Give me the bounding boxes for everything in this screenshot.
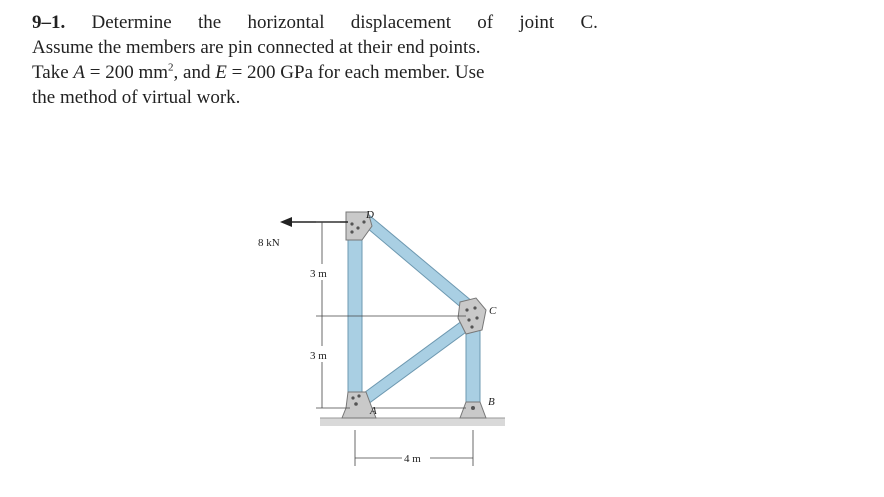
member-AD <box>348 228 362 408</box>
load-arrowhead <box>280 217 292 227</box>
word: joint <box>519 12 555 33</box>
member-AC <box>357 318 473 407</box>
var-E: E <box>215 62 227 83</box>
problem-line-4: the method of virtual work. <box>32 87 241 108</box>
dim-upper-label: 3 m <box>310 268 327 280</box>
load-label: 8 kN <box>258 237 280 249</box>
problem-statement <box>32 10 612 110</box>
truss-figure <box>250 200 530 475</box>
joint-D-label: D <box>366 209 374 221</box>
joint-B-label: B <box>488 396 495 408</box>
word: C. <box>580 12 598 33</box>
exponent: 2 <box>168 61 174 74</box>
word: horizontal <box>247 12 325 33</box>
word: of <box>477 12 494 33</box>
take-text: Take <box>32 62 69 83</box>
modulus-value: = 200 GPa for each member. Use <box>226 62 485 83</box>
problem-number: 9–1. <box>32 12 66 33</box>
word: the <box>197 12 222 33</box>
area-value: = 200 mm <box>85 62 169 83</box>
dim-bottom-label: 4 m <box>404 453 421 465</box>
problem-line-3 <box>32 60 612 85</box>
ground <box>320 418 505 426</box>
dim-lower-label: 3 m <box>310 350 327 362</box>
problem-line-2: Assume the members are pin connected at their end points. <box>32 37 481 58</box>
word: Determine <box>91 12 172 33</box>
var-A: A <box>73 62 86 83</box>
problem-line-1 <box>32 10 598 35</box>
and-text: , and <box>173 62 216 83</box>
member-DC <box>360 215 479 315</box>
word: displacement <box>350 12 451 33</box>
joint-A-label: A <box>370 405 377 417</box>
joint-C-label: C <box>489 305 497 317</box>
